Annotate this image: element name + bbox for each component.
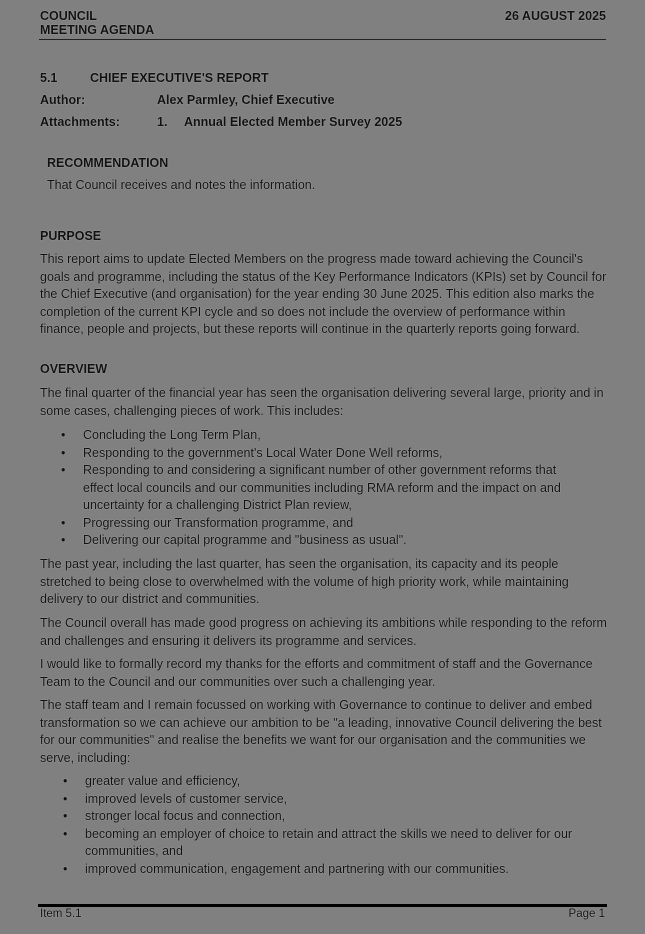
attachments-row — [40, 115, 402, 129]
overview-paragraph-3: The Council overall has made good progress on achieving its ambitions while responding to the reform and challenges and ensuring it delivers its programme and services. — [40, 616, 607, 648]
header-council: COUNCIL — [40, 9, 97, 23]
overview-paragraph-2: The past year, including the last quarter, has seen the organisation, its capacity and its people stretched to being close to overwhelmed with the volume of high priority work, while maintaining delivery to our district and communities. — [40, 557, 569, 606]
footer-divider — [38, 904, 607, 907]
document-header — [40, 9, 154, 37]
overview-heading: OVERVIEW — [40, 362, 108, 376]
header-divider — [39, 39, 606, 40]
list-item: • becoming an employer of choice to retain and attract the skills we need to deliver for our communities, and — [42, 826, 597, 861]
author-row — [40, 93, 335, 107]
header-date: 26 AUGUST 2025 — [505, 9, 606, 23]
list-item: • Progressing our Transformation programme, and — [40, 515, 585, 533]
purpose-heading: PURPOSE — [40, 229, 102, 243]
work-list — [40, 427, 585, 550]
overview-paragraph-5: The staff team and I remain focussed on working with Governance to continue to deliver and embed transformation so we can achieve our ambition to be "a leading, innovative Council delivering the best for our communities" and realise the benefits we want for our organisation and the communities we serve, including: — [40, 698, 602, 765]
attachment-number: 1. — [157, 115, 168, 129]
item-title-line — [40, 71, 269, 85]
footer-page-number: Page 1 — [568, 908, 605, 920]
footer-item: Item 5.1 — [40, 908, 82, 920]
author-value: Alex Parmley, Chief Executive — [157, 93, 335, 107]
purpose-text: This report aims to update Elected Members on the progress made toward achieving the Council's goals and programme, including the status of the Key Performance Indicators (KPIs) set by Council for the Chief Executive (and organisation) for the year ending 30 June 2025. This edition also marks the completion of the current KPI cycle and so does not include the overview of performance within finance, people and projects, but these reports will continue in the quarterly reports going forward. — [40, 252, 607, 336]
list-item: • Concluding the Long Term Plan, — [40, 427, 585, 445]
item-title: CHIEF EXECUTIVE'S REPORT — [90, 71, 269, 85]
attachment-link[interactable]: Annual Elected Member Survey 2025 — [184, 115, 403, 129]
list-item: • Delivering our capital programme and "business as usual". — [40, 532, 585, 550]
overview-paragraph-4: I would like to formally record my thanks for the efforts and commitment of staff and the Governance Team to the Council and our communities over such a challenging year. — [40, 657, 593, 689]
attachments-label: Attachments: — [40, 115, 120, 129]
benefits-list — [42, 773, 597, 878]
overview-intro: The final quarter of the financial year has seen the organisation delivering several large, priority and in some cases, challenging pieces of work. This includes: — [40, 386, 604, 418]
author-label: Author: — [40, 93, 86, 107]
recommendation-text: That Council receives and notes the information. — [47, 178, 316, 192]
header-meeting-agenda: MEETING AGENDA — [40, 23, 155, 37]
list-item: • Responding to and considering a significant number of other government reforms that effect local councils and our communities including RMA reform and the impact on and uncertainty for a challenging District Plan review, — [40, 462, 585, 515]
list-item: • greater value and efficiency, — [42, 773, 597, 791]
list-item: • Responding to the government's Local Water Done Well reforms, — [40, 445, 585, 463]
list-item: • stronger local focus and connection, — [42, 808, 597, 826]
list-item: • improved levels of customer service, — [42, 791, 597, 809]
item-number: 5.1 — [40, 71, 58, 85]
recommendation-heading: RECOMMENDATION — [47, 156, 169, 170]
list-item: • improved communication, engagement and partnering with our communities. — [42, 861, 597, 879]
